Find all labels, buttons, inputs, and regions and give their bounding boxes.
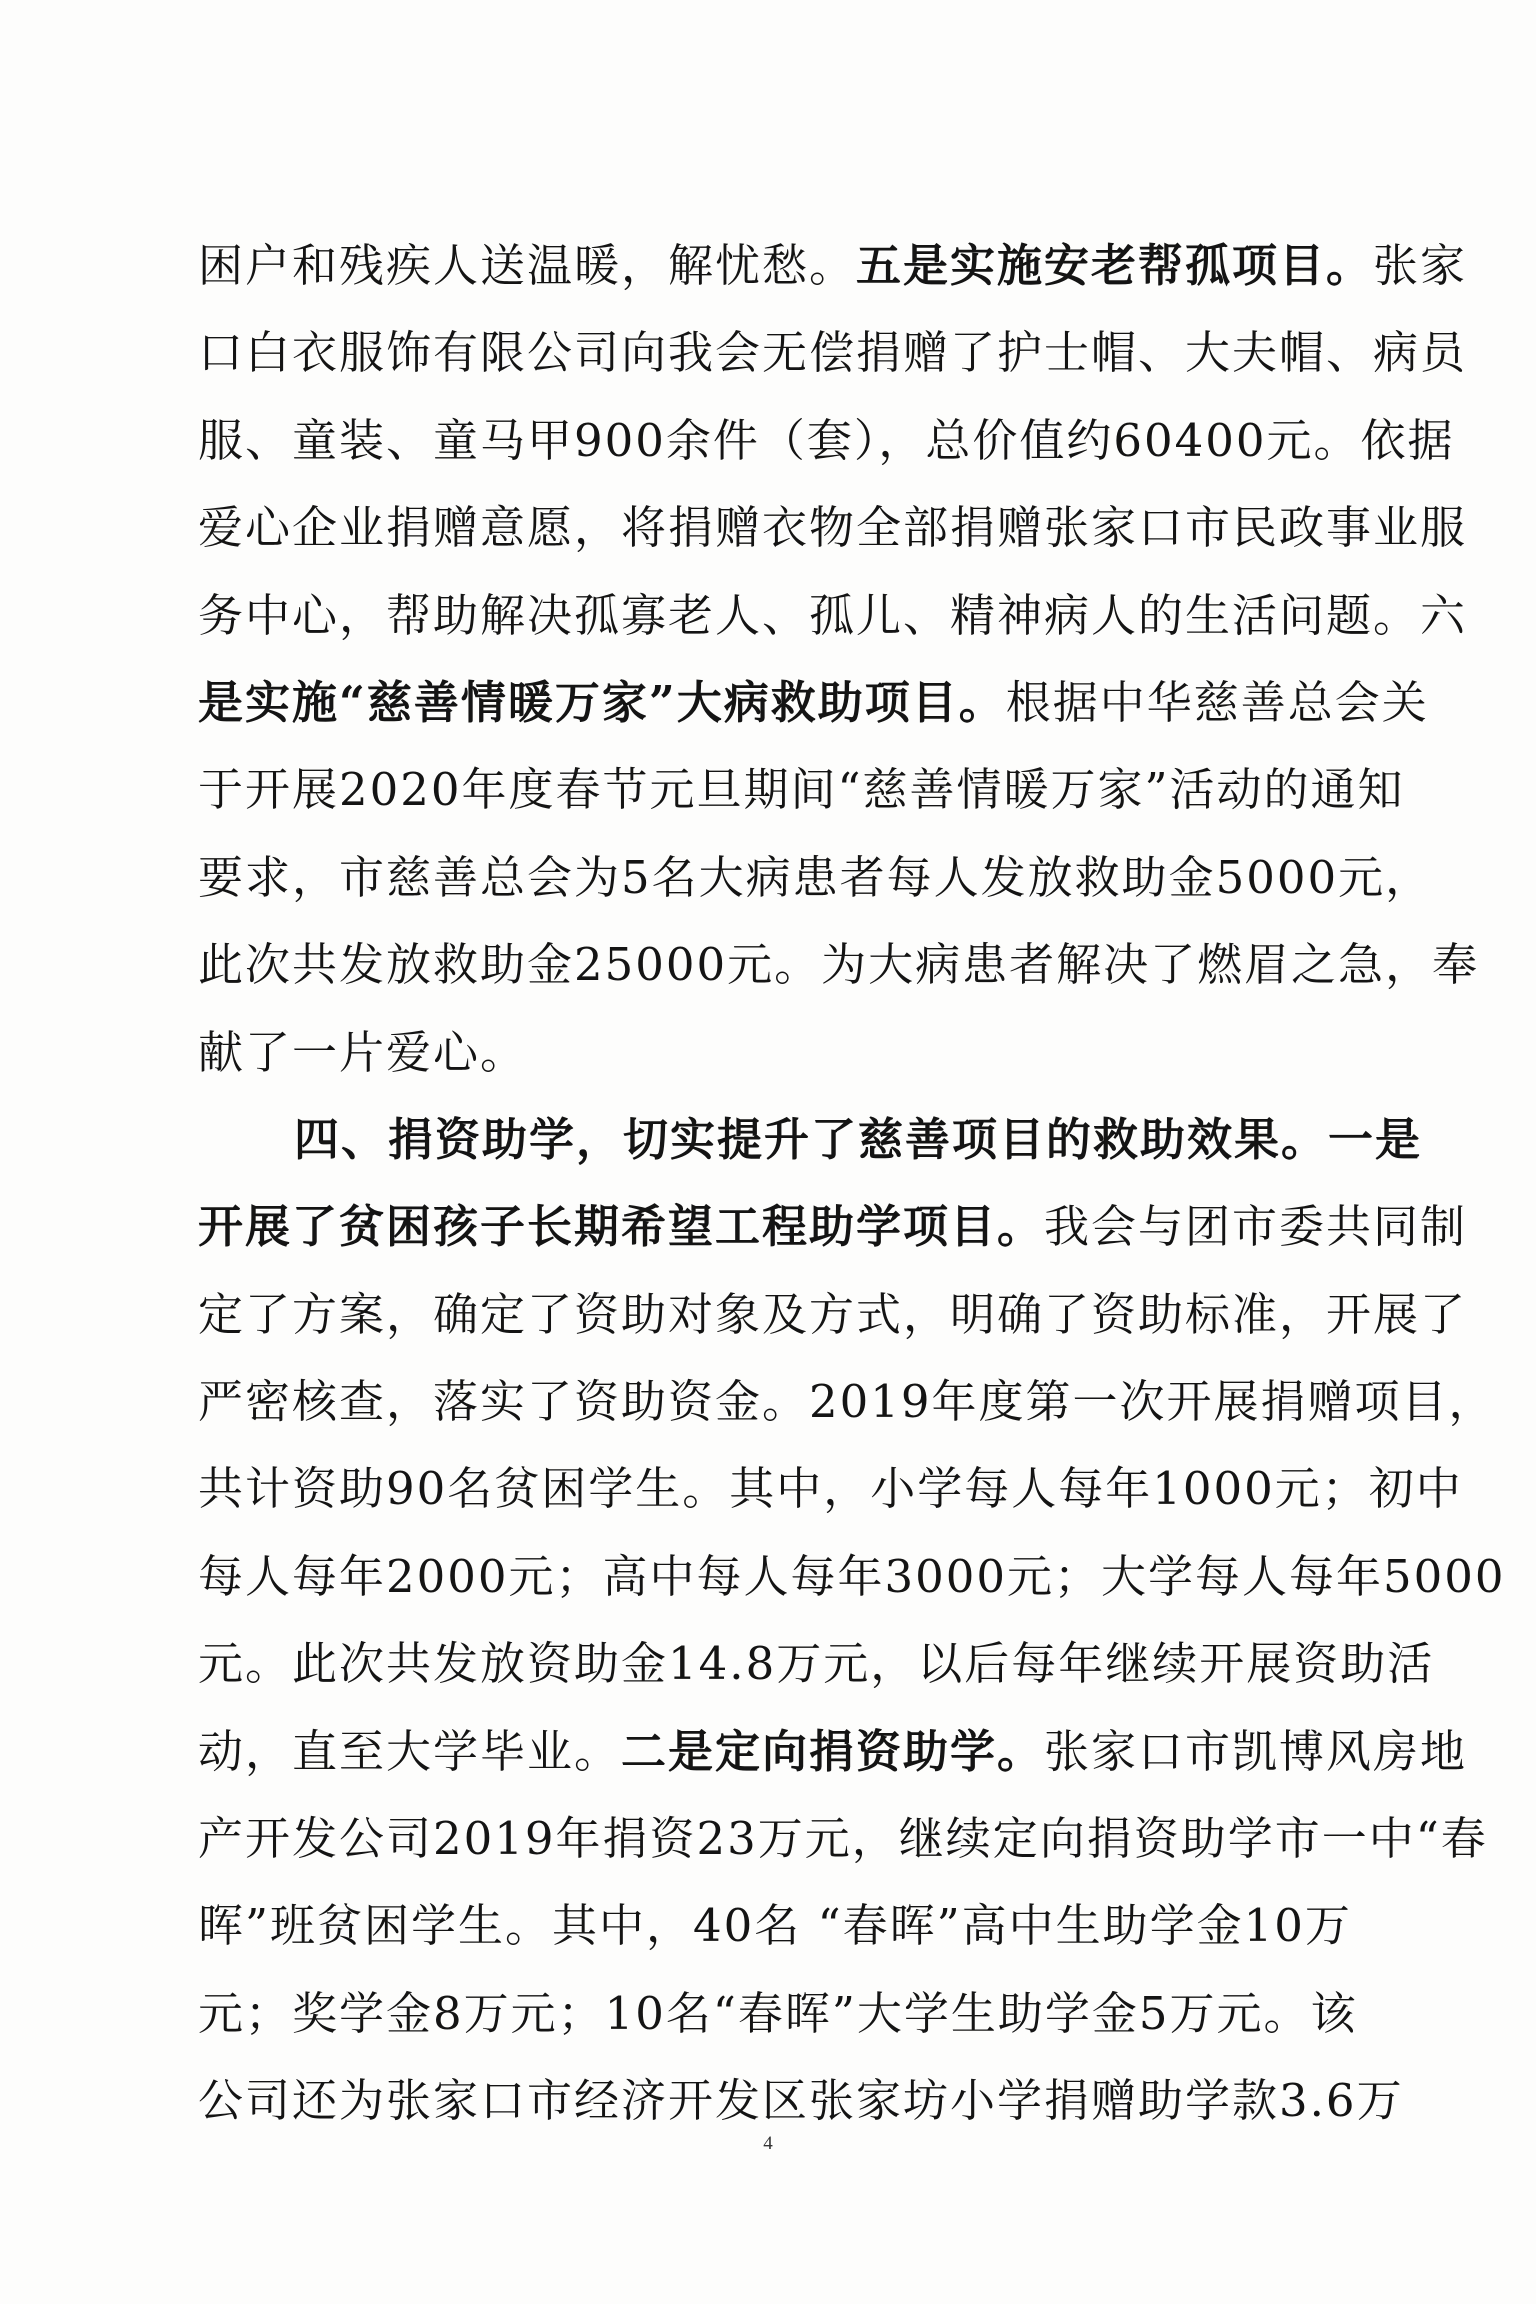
text-segment: 元；奖学金8万元；10名“春晖”大学生助学金5万元。该 bbox=[198, 1986, 1358, 2040]
body-text bbox=[198, 222, 1506, 2145]
text-line bbox=[198, 921, 1480, 1008]
text-segment: 每人每年2000元；高中每人每年3000元；大学每人每年5000 bbox=[198, 1549, 1506, 1603]
text-line bbox=[198, 834, 1433, 921]
text-segment: 于开展2020年度春节元旦期间“慈善情暖万家”活动的通知 bbox=[198, 763, 1405, 817]
text-line bbox=[198, 1620, 1435, 1707]
bold-text-segment: 二是定向捐资助学。 bbox=[621, 1724, 1045, 1778]
text-segment: 我会与团市委共同制 bbox=[1044, 1200, 1468, 1254]
bold-text-segment: 五是实施安老帮孤项目。 bbox=[856, 239, 1374, 292]
text-segment: 共计资助90名贫困学生。其中，小学每人每年1000元；初中 bbox=[198, 1462, 1463, 1516]
text-segment: 产开发公司2019年捐资23万元，继续定向捐资助学市一中“春 bbox=[198, 1812, 1488, 1866]
text-segment: 困户和残疾人送温暖，解忧愁。 bbox=[198, 239, 857, 292]
text-segment: 要求，市慈善总会为5名大病患者每人发放救助金5000元， bbox=[198, 850, 1433, 904]
text-segment: 严密核查，落实了资助资金。2019年度第一次开展捐赠项目， bbox=[198, 1375, 1496, 1429]
text-line bbox=[198, 222, 1468, 309]
text-line bbox=[198, 1271, 1468, 1358]
text-line bbox=[198, 1882, 1352, 1969]
bold-text-segment: 四、捐资助学，切实提升了慈善项目的救助效果。一是 bbox=[294, 1112, 1423, 1166]
text-line bbox=[198, 309, 1468, 396]
text-line bbox=[198, 1096, 1423, 1183]
text-line bbox=[198, 1009, 1348, 1096]
text-segment: 动，直至大学毕业。 bbox=[198, 1724, 622, 1778]
text-line bbox=[198, 1533, 1506, 1620]
text-line bbox=[198, 1970, 1358, 2057]
text-segment: 根据中华慈善总会关 bbox=[1005, 675, 1429, 729]
text-segment: 此次共发放救助金25000元。为大病患者解决了燃眉之急，奉 bbox=[198, 938, 1480, 992]
text-line bbox=[198, 1445, 1463, 1532]
text-line bbox=[198, 397, 1455, 484]
text-line bbox=[198, 1358, 1496, 1445]
text-line bbox=[198, 572, 1468, 659]
text-segment: 公司还为张家口市经济开发区张家坊小学捐赠助学款3.6万 bbox=[198, 2074, 1404, 2128]
text-line bbox=[198, 1708, 1468, 1795]
text-segment: 晖”班贫困学生。其中，40名 “春晖”高中生助学金10万 bbox=[198, 1899, 1352, 1953]
text-segment: 定了方案，确定了资助对象及方式，明确了资助标准，开展了 bbox=[198, 1287, 1468, 1341]
text-line bbox=[198, 2057, 1404, 2144]
text-line bbox=[198, 484, 1468, 571]
text-line bbox=[198, 659, 1429, 746]
page-number: 4 bbox=[763, 2133, 773, 2154]
text-line bbox=[198, 746, 1405, 833]
text-segment: 元。此次共发放资助金14.8万元，以后每年继续开展资助活 bbox=[198, 1637, 1435, 1691]
text-segment: 张家口市凯博风房地 bbox=[1044, 1724, 1468, 1778]
text-segment: 服、童装、童马甲900余件（套），总价值约60400元。依据 bbox=[198, 413, 1455, 467]
text-segment: 张家 bbox=[1373, 239, 1468, 292]
text-segment: 献了一片爱心。 bbox=[198, 1025, 528, 1079]
bold-text-segment: 是实施“慈善情暖万家”大病救助项目。 bbox=[198, 675, 1006, 729]
text-line bbox=[198, 1183, 1468, 1270]
text-segment: 口白衣服饰有限公司向我会无偿捐赠了护士帽、大夫帽、病员 bbox=[198, 326, 1468, 380]
text-segment: 爱心企业捐赠意愿，将捐赠衣物全部捐赠张家口市民政事业服 bbox=[198, 501, 1468, 555]
text-segment: 务中心，帮助解决孤寡老人、孤儿、精神病人的生活问题。六 bbox=[198, 588, 1468, 642]
text-line bbox=[198, 1795, 1488, 1882]
bold-text-segment: 开展了贫困孩子长期希望工程助学项目。 bbox=[198, 1200, 1045, 1254]
